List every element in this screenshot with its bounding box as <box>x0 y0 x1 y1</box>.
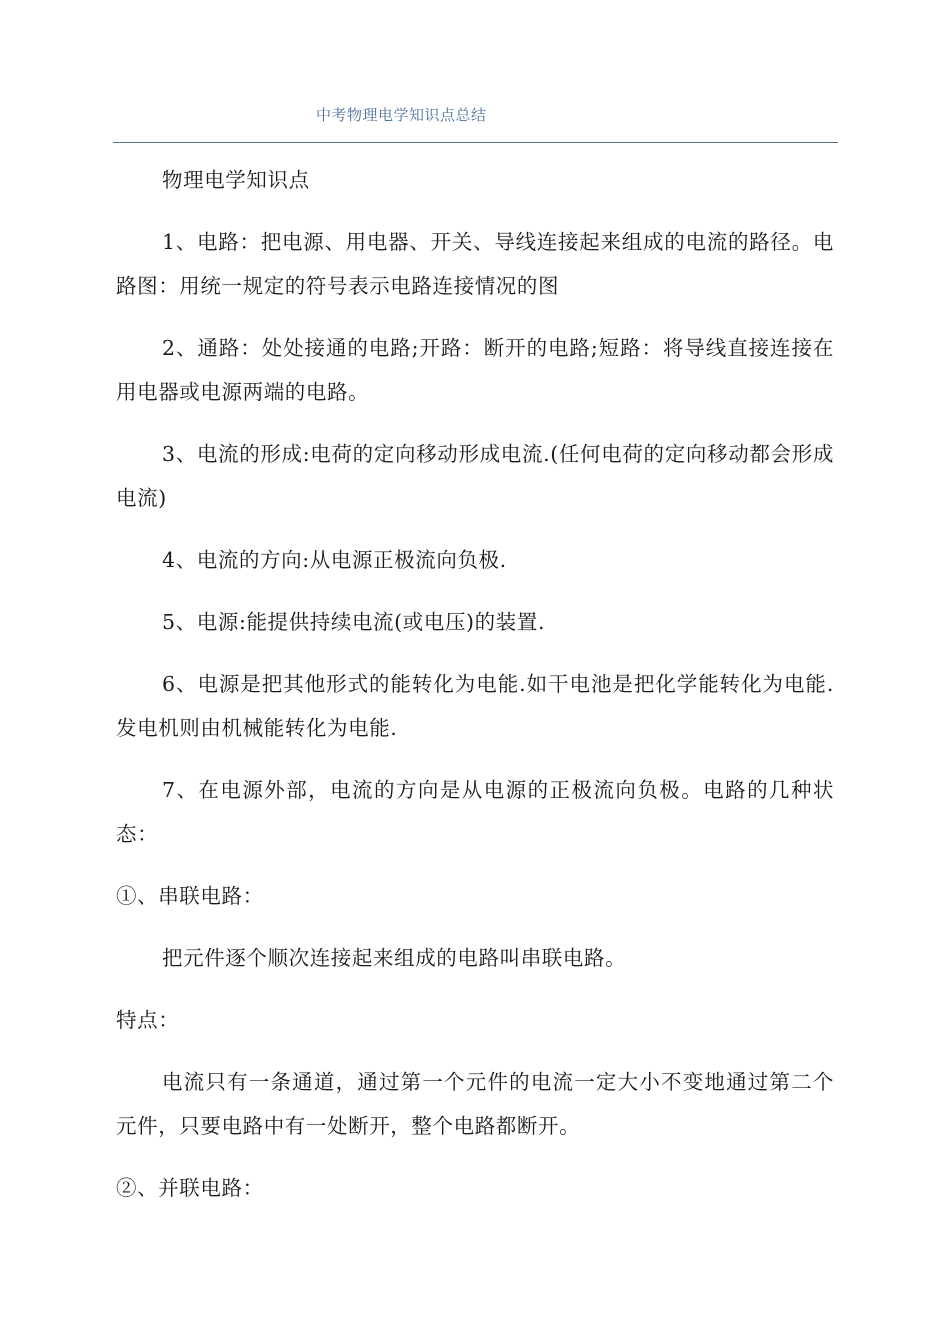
paragraph-3: 3、电流的形成:电荷的定向移动形成电流.(任何电荷的定向移动都会形成电流) <box>116 442 834 510</box>
paragraph-6: 6、电源是把其他形式的能转化为电能.如干电池是把化学能转化为电能.发电机则由机械能转化为电能. <box>116 672 834 740</box>
paragraph-4: 4、电流的方向:从电源正极流向负极. <box>162 548 507 572</box>
series-circuit-title: ①、串联电路： <box>116 884 264 908</box>
features-label: 特点： <box>116 1008 180 1032</box>
section-heading: 物理电学知识点 <box>162 168 310 192</box>
parallel-circuit-title: ②、并联电路： <box>116 1176 264 1200</box>
document-body <box>116 158 834 1228</box>
paragraph-7: 7、在电源外部，电流的方向是从电源的正极流向负极。电路的几种状态： <box>116 778 834 846</box>
series-circuit-features: 电流只有一条通道，通过第一个元件的电流一定大小不变地通过第二个元件，只要电路中有一处断开，整个电路都断开。 <box>116 1070 834 1138</box>
header-divider <box>113 142 838 143</box>
paragraph-2: 2、通路：处处接通的电路;开路：断开的电路;短路：将导线直接连接在用电器或电源两端的电路。 <box>116 336 834 404</box>
paragraph-1: 1、电路：把电源、用电器、开关、导线连接起来组成的电流的路径。电路图：用统一规定的符号表示电路连接情况的图 <box>116 230 834 298</box>
series-circuit-definition: 把元件逐个顺次连接起来组成的电路叫串联电路。 <box>162 946 627 970</box>
header-title: 中考物理电学知识点总结 <box>316 106 487 124</box>
paragraph-5: 5、电源:能提供持续电流(或电压)的装置. <box>162 610 546 634</box>
